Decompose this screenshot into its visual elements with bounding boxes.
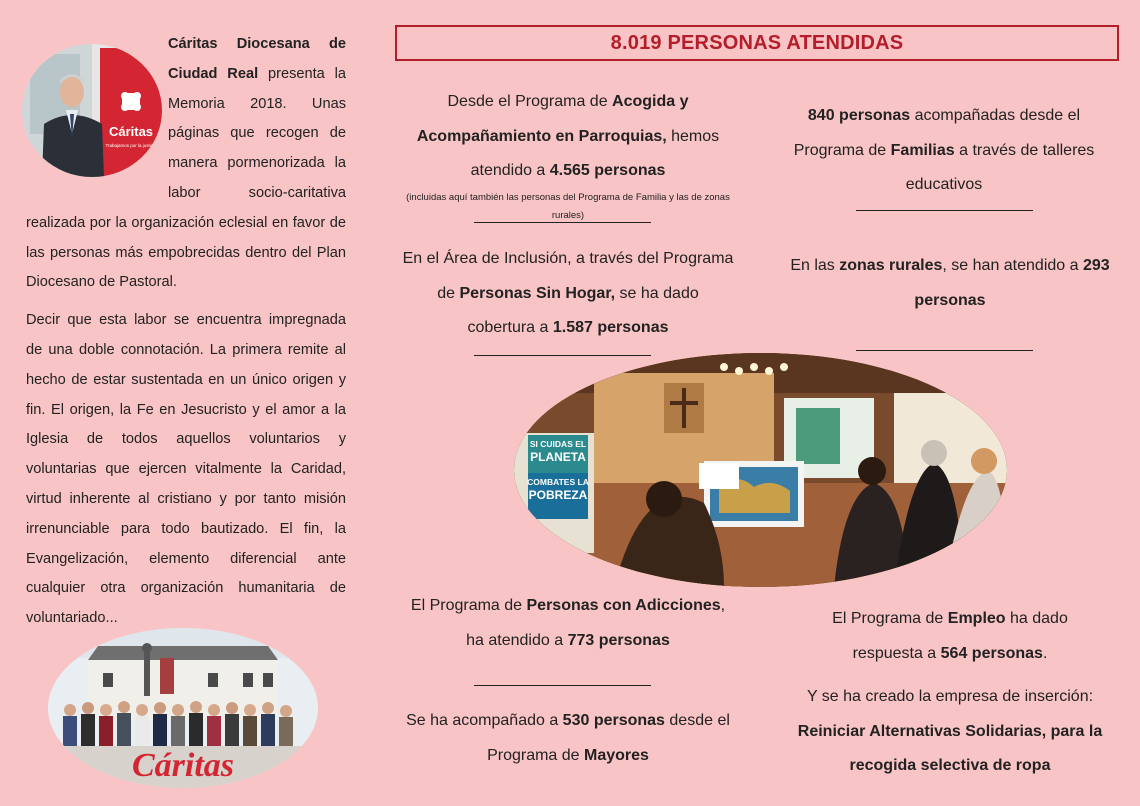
page-title: 8.019 PERSONAS ATENDIDAS xyxy=(610,31,904,54)
stat-familias: 840 personas acompañadas desde el Programa de Familias a través de talleres educativos xyxy=(793,107,1095,193)
intro-p1-text: presenta la Memoria 2018. Unas páginas que recogen de manera pormenorizada la labor socio-caritativa realizada por la organización eclesial en favor de las personas más empobrecidas dentro del Plan Diocesano de Pastoral. xyxy=(26,65,346,291)
stat-empleo: El Programa de Empleo ha dado respuesta a 564 personas. xyxy=(832,610,1068,662)
org-name: Cáritas Diocesana de Ciudad Real xyxy=(168,36,346,82)
event-photo xyxy=(514,353,1007,587)
caritas-sign-text: Cáritas xyxy=(131,747,235,784)
portrait-logo-text: Cáritas xyxy=(108,124,154,139)
banner-line-1: SI CUIDAS EL xyxy=(529,439,587,449)
portrait-logo-tagline: Trabajamos por la justicia xyxy=(105,143,157,148)
divider xyxy=(474,685,651,686)
divider xyxy=(474,222,651,223)
stat-adicciones: El Programa de Personas con Adicciones, ha atendido a 773 personas xyxy=(410,597,726,649)
stat-mayores: Se ha acompañado a 530 personas desde el Programa de Mayores xyxy=(406,712,730,764)
divider xyxy=(474,355,651,356)
intro-paragraph-2: Decir que esta labor se encuentra impregnada de una doble connotación. La primera remite al hecho de estar sustentada en un único origen y fin. El origen, la Fe en Jesucristo y el amor a la Iglesia de todos aquellos voluntarios y voluntarias que ejercen vitalmente la Caridad, virtud inherente al cristiano y por tanto misión irrenunciable para todo bautizado. El fin, la Evangelización, elemento diferencial ante cualquier otra organización humanitaria de voluntariado... xyxy=(26,312,346,627)
stat-rurales: En las zonas rurales, se han atendido a 293 personas xyxy=(790,257,1110,309)
stat-empresa: Y se ha creado la empresa de inserción: Reiniciar Alternativas Solidarias, para la recogida selectiva de ropa xyxy=(797,688,1103,774)
group-photo xyxy=(48,628,318,788)
banner-line-3: COMBATES LA xyxy=(527,477,589,487)
header-box xyxy=(395,25,1119,61)
intro-column xyxy=(26,30,346,634)
stat-inclusion: En el Área de Inclusión, a través del Programa de Personas Sin Hogar, se ha dado cobertura a 1.587 personas xyxy=(402,250,734,336)
divider xyxy=(856,350,1033,351)
banner-line-2: PLANETA xyxy=(530,450,586,464)
banner-line-4: POBREZA xyxy=(528,488,588,502)
portrait-photo xyxy=(22,44,162,177)
stat-acogida: Desde el Programa de Acogida y Acompañamiento en Parroquias, hemos atendido a 4.565 personas (incluidas aquí también las personas del Programa de Familia y las de zonas rurales) xyxy=(400,85,736,225)
stat-acogida-note: (incluidas aquí también las personas del Programa de Familia y las de zonas rurales) xyxy=(406,191,730,221)
divider xyxy=(856,210,1033,211)
